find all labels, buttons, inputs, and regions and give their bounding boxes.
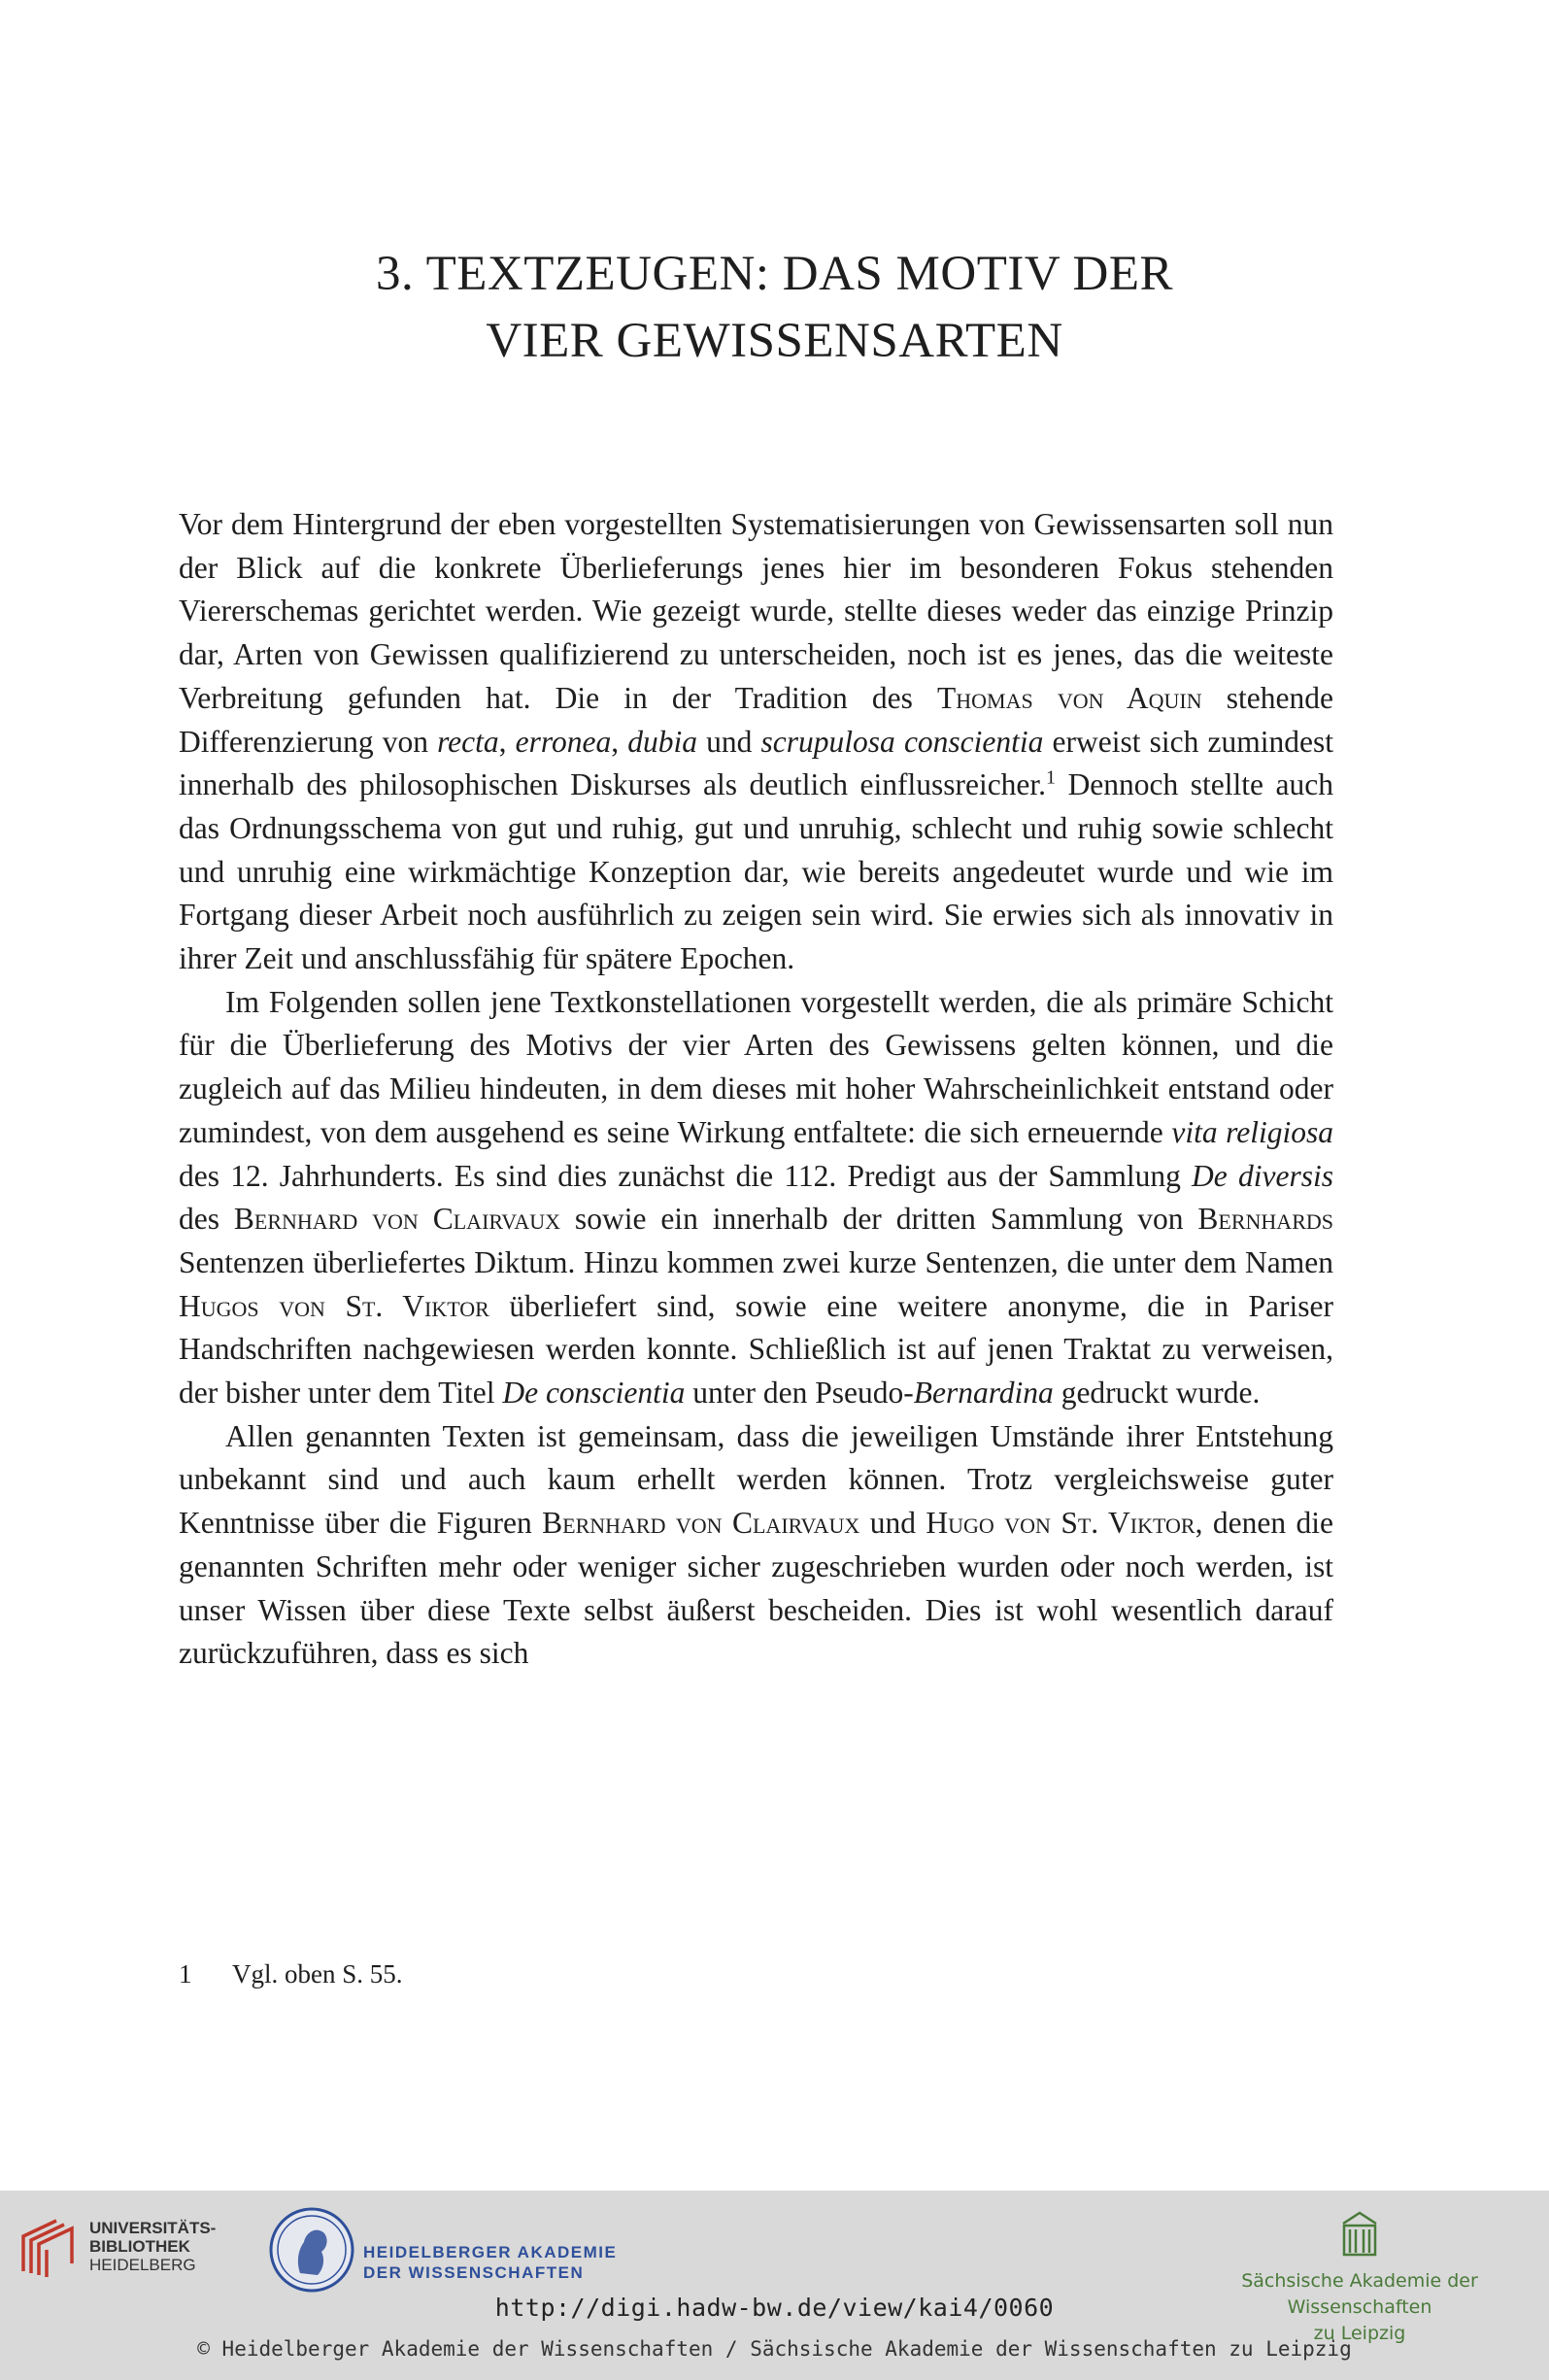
text-run: des: [179, 1202, 234, 1237]
footnote-reference[interactable]: 1: [1046, 766, 1057, 789]
footer-bar: [0, 2191, 1549, 2380]
italic-term: recta: [437, 724, 499, 759]
ub-logo-line-1: UNIVERSITÄTS-: [89, 2219, 217, 2237]
paragraph: [179, 1415, 1333, 1676]
text-run: sowie ein innerhalb der dritten Sammlung von: [560, 1202, 1198, 1237]
person-name: Hugos von St. Viktor: [179, 1288, 489, 1323]
person-name: Bernhard von Clairvaux: [233, 1202, 561, 1237]
text-run: ,: [611, 724, 628, 759]
footnote: [179, 1956, 403, 1991]
paragraph: [179, 981, 1333, 1415]
footnote-text: Vgl. oben S. 55.: [232, 1959, 403, 1989]
text-run: Im Folgenden sollen jene Textkonstellationen vorgestellt werden, die als primäre Schicht für die Überlieferung des Motivs der vier Arten des Gewissens gelten können, und die zugleich auf das Milieu hindeuten, in dem dieses mit hoher Wahrscheinlichkeit entstand oder zumindest, von dem ausgehend es seine Wirkung entfaltete: die sich erneuernde: [179, 984, 1333, 1149]
italic-term: vita religiosa: [1171, 1114, 1333, 1149]
person-name: Bernhard von Clairvaux: [542, 1506, 860, 1541]
hadw-medallion-icon: [267, 2205, 356, 2295]
text-run: Sentenzen überliefertes Diktum. Hinzu kommen zwei kurze Sentenzen, die unter dem Namen: [179, 1244, 1333, 1279]
chapter-title: [179, 241, 1370, 375]
ub-logo-line-3: HEIDELBERG: [89, 2256, 196, 2274]
saw-building-icon: [1340, 2210, 1379, 2259]
text-run: erweist sich zumindest innerhalb des philosophischen Diskurses als deutlich einflussreicher.: [179, 724, 1333, 802]
chapter-title-line-1: 3. TEXTZEUGEN: DAS MOTIV DER: [376, 247, 1173, 301]
ub-heidelberg-icon: [17, 2215, 78, 2279]
text-run: und: [697, 724, 761, 759]
person-name: Bernhards: [1197, 1202, 1333, 1237]
italic-term: Bernardina: [913, 1376, 1054, 1411]
footnote-number: 1: [179, 1959, 192, 1989]
saw-logo-line-1: Sächsische Akademie der Wissenschaften: [1241, 2270, 1478, 2318]
chapter-title-line-2: VIER GEWISSENSARTEN: [486, 314, 1063, 368]
hadw-logo[interactable]: [267, 2205, 617, 2302]
ub-logo-text: [89, 2219, 216, 2274]
text-run: und: [859, 1506, 926, 1541]
copyright-notice: © Heidelberger Akademie der Wissenschaften / Sächsische Akademie der Wissenschaften zu Leipzig: [197, 2337, 1352, 2361]
text-run: Allen genannten Texten ist gemeinsam, dass die jeweiligen Umstände ihrer Entstehung unbekannt sind und auch kaum erhellt werden können. Trotz vergleichsweise guter Kenntnisse über die Figuren: [179, 1418, 1333, 1541]
text-run: gedruckt wurde.: [1053, 1376, 1261, 1411]
text-run: überliefert sind, sowie eine weitere anonyme, die in Pariser Handschriften nachgewiesen werden konnte. Schließlich ist auf jenen Traktat zu verweisen, der bisher unter dem Titel: [179, 1288, 1333, 1411]
body-text: [179, 503, 1333, 1676]
permalink-url[interactable]: http://digi.hadw-bw.de/view/kai4/0060: [494, 2294, 1055, 2322]
italic-term: De conscientia: [502, 1376, 686, 1411]
italic-term: De diversis: [1192, 1158, 1333, 1193]
text-run: stehende Differenzierung von: [179, 680, 1333, 759]
paragraph: [179, 503, 1333, 981]
text-run: Vor dem Hintergrund der eben vorgestellten Systematisierungen von Gewissensarten soll nun der Blick auf die konkrete Überlieferungs jenes hier im besonderen Fokus stehenden Viererschemas gerichtet werden. Wie gezeigt wurde, stellte dieses weder das einzige Prinzip dar, Arten von Gewissen qualifizierend zu unterscheiden, noch ist es jenes, das die weiteste Verbreitung gefunden hat. Die in der Tradition des: [179, 507, 1333, 715]
saw-logo-line-2: zu Leipzig: [1313, 2323, 1406, 2344]
italic-term: scrupulosa conscientia: [760, 724, 1044, 759]
hadw-logo-line-2: DER WISSENSCHAFTEN: [363, 2263, 585, 2282]
italic-term: erronea: [515, 724, 612, 759]
text-run: des 12. Jahrhunderts. Es sind dies zunächst die 112. Predigt aus der Sammlung: [179, 1158, 1193, 1193]
text-run: , denen die genannten Schriften mehr oder weniger sicher zugeschrieben wurden oder noch werden, ist unser Wissen über diese Texte selbst äußerst bescheiden. Dies ist wohl wesentlich darauf zurückzuführen, dass es sich: [179, 1506, 1333, 1671]
italic-term: dubia: [627, 724, 698, 759]
ub-logo-line-2: BIBLIOTHEK: [89, 2237, 190, 2256]
person-name: Thomas von Aquin: [937, 680, 1202, 715]
text-run: unter den Pseudo-: [685, 1376, 914, 1411]
hadw-logo-text: [363, 2242, 617, 2283]
person-name: Hugo von St. Viktor: [926, 1506, 1195, 1541]
hadw-logo-line-1: HEIDELBERGER AKADEMIE: [363, 2243, 618, 2261]
text-run: ,: [498, 724, 516, 759]
text-run: Dennoch stellte auch das Ordnungsschema von gut und ruhig, gut und unruhig, schlecht und ruhig sowie schlecht und unruhig eine wirkmächtige Konzeption dar, wie bereits angedeutet wurde und wie im Fortgang dieser Arbeit noch ausführlich zu zeigen sein wird. Sie erwies sich als innovativ in ihrer Zeit und anschlussfähig für spätere Epochen.: [179, 767, 1333, 976]
